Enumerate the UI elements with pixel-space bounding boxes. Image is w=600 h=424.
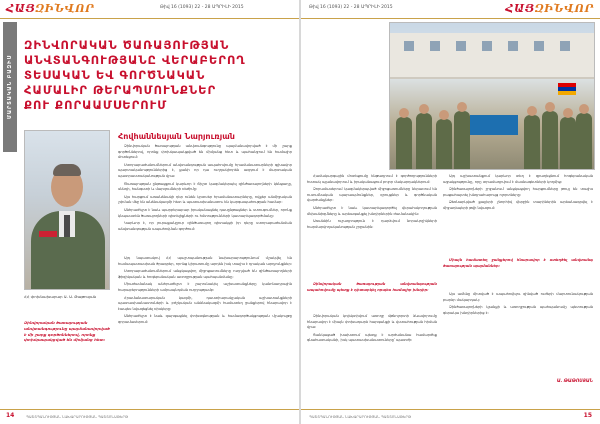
emphasis-paragraph: Միայն համատեղ ջանքերով հնարավոր է ստեղծել անվտանգ ծառայության պայմաններ։ (443, 258, 593, 268)
soldier (416, 113, 432, 169)
emphasis-left (307, 282, 437, 310)
paragraph: Այս ամենը միտված է ապահովելու զինված ուժերի մարտունակության բարձր մակարդակ։ (443, 292, 593, 302)
soldier (560, 117, 576, 169)
building-window (482, 41, 492, 51)
title-line: ԶԻՆՎՈՐԱԿԱՆ ԾԱՌԱՅՈՒԹՅԱՆ (24, 38, 230, 52)
paragraph: Զինծառայողների կյանքի և առողջության պահպանումը պետության գերակա խնդիրներից է։ (443, 305, 593, 315)
logo-part-b: ԶԻՆՎՈՐ (534, 2, 594, 15)
title-line: ՔՈՒ ՔՈՐԱԱՄՍԵՐՈՒՄ (24, 98, 168, 112)
building-window (456, 41, 466, 51)
title-line: ՀԱՄԱԼԻՐ ԹԵՐԱՊՄՈՒՆՔՆԵՐ (24, 83, 217, 97)
title-line: ԱՆՎՏԱՆԳՈՒԹՅԱՆԸ ՎԵՐԱԲԵՐՈՂ (24, 53, 246, 67)
building-window (508, 41, 518, 51)
text-column-bottom-right (443, 292, 593, 372)
author-signature: Ա. ԹԱԹՈՍՅԱՆ (556, 378, 593, 383)
paragraph: Առանձին ուշադրություն է դարձվում նորակոչիկների հարմարվողականության շրջանին։ (307, 219, 437, 229)
building-window (534, 41, 544, 51)
paragraph: Համակարգային մոտեցումը ենթադրում է գործողությունների հստակ պլանավորում և իրականացում բոլոր մակարդակներում։ (307, 174, 437, 184)
text-column-lower (118, 256, 292, 394)
pull-quote: Զինվորական ծառայության անվտանգությունը պայմանավորված է մի շարք գործոններով, որոնք փոխկապակցված են միմյանց հետ։ (24, 320, 110, 343)
soldier (576, 113, 592, 169)
building-window (404, 41, 414, 51)
paragraph: Անհրաժեշտ է նաև պարբերաբար իրականացնել դասընթացներ և ստուգումներ, որոնք կնպաստեն ծառայողների գիտելիքների ու հմտությունների կատարելագործմանը։ (118, 207, 292, 218)
paragraph: Կարևոր է, որ յուրաքանչյուր զինծառայող գիտակցի իր դերը ստորաբաժանման անվտանգության ապահովման գործում։ (118, 221, 292, 231)
portrait-hair (53, 164, 81, 176)
soldier (436, 119, 452, 169)
footer-text: ՊԱՇՏՊԱՆՈՒԹՅԱՆ ՆԱԽԱՐԱՐՈՒԹՅԱՆ ՊԱՇՏՈՆԱԹԵՐԹ (26, 415, 129, 419)
right-footer (301, 409, 600, 424)
paragraph: Միաժամանակ անհրաժեշտ է շարունակել աշխատանքները կանոնադրային հարաբերությունների ամրապնդման ուղղությամբ։ (118, 282, 292, 292)
emphasis-right (443, 258, 593, 288)
logo-part-b: ԶԻՆՎՈՐ (35, 2, 95, 15)
paragraph: Այդ աշխատանքում կարևոր տեղ է զբաղեցնում հոգեբանական աջակցությունը, որը տրամադրվում է մասնագետների կողմից։ (443, 174, 593, 184)
soldier (542, 111, 558, 169)
paragraph: Անհրաժեշտ է նաև զարգացնել փոխօգնության և համագործակցության մշակույթը զորամասերում։ (118, 314, 292, 324)
left-footer (0, 409, 299, 424)
photo-caption: ՀՀ փոխնախարար Ա. Ա. Թաթոսյան (24, 294, 97, 299)
text-column-upper (118, 144, 292, 252)
text-column-bottom-left (307, 314, 437, 398)
paragraph: Այս հարցում առանձնակի դեր ունեն կրտսեր հրամանատարները, ովքեր անմիջական շփման մեջ են անձնակազմի հետ և պատասխանատու են կարգապահության համար։ (118, 194, 292, 205)
paragraph: Ստորաբաժանումներում անվտանգության ապահովումը հրամանատարների գլխավոր պարտականություններից է, քանի որ դա ուղղակիորեն ազդում է մարտական պատրաստականության վրա։ (118, 162, 292, 178)
left-page (0, 0, 299, 424)
portrait-medal (39, 231, 57, 237)
right-header (301, 0, 600, 19)
text-column-right (443, 174, 593, 254)
paragraph: Ցանկացած խախտում պետք է արժանանա համարժեք գնահատականի, իսկ պատասխանատուները՝ պատժի։ (307, 332, 437, 343)
footer-text: ՊԱՇՏՊԱՆՈՒԹՅԱՆ ՆԱԽԱՐԱՐՈՒԹՅԱՆ ՊԱՇՏՈՆԱԹԵՐԹ (309, 415, 412, 419)
flag (558, 83, 576, 95)
soldier (396, 117, 412, 169)
emphasis-paragraph: Զինվորական ծառայության անվտանգության ապահովումը պետք է դիտարկել որպես համալիր խնդիր։ (307, 282, 437, 292)
paragraph: Հրամանատարական կազմի, դաստիարակչական աշխատանքների պատասխանատուների և բժշկական անձնակազմի համատեղ ջանքերով հնարավոր է էապես նվազեցնել ռիսկերը։ (118, 295, 292, 311)
paragraph: Զինվորական ծառայության անվտանգությունը պայմանավորված է մի շարք գործոններով, որոնք փոխկապակցված են միմյանց հետ և պահանջում են համալիր մոտեցում։ (118, 144, 292, 160)
issue-line: Թիվ 16 (1093) 22 - 28 ԱՊՐԻԼԻ 2015 (309, 5, 393, 10)
author-portrait (24, 130, 110, 290)
paragraph: Ստորաբաժանումներում անցկացվող միջոցառումները ուղղված են զինծառայողների ֆիզիկական և հոգեբանական առողջության պահպանմանը։ (118, 269, 292, 279)
magazine-logo (505, 2, 594, 15)
soldier (524, 115, 540, 169)
portrait-tie (64, 215, 70, 237)
right-page (301, 0, 600, 424)
logo-part-a: ՀԱՅ (6, 2, 36, 15)
paragraph: Ձեռնարկված քայլերի շնորհիվ վերջին տարիներին արձանագրվել է միջադեպերի թվի նվազում։ (443, 200, 593, 210)
paragraph: Ծառայության ընթացքում կարևոր է ճիշտ կազմակերպել զինծառայողների կենցաղը, սննդի, հանգստի և մարզումների ռեժիմը։ (118, 181, 292, 192)
section-side-tab: ՄԱՐՏԱԿԱՆ ԲԱԶԻՍ (3, 22, 17, 152)
page-number: 14 (6, 412, 15, 419)
paragraph: Անհրաժեշտ է նաև կատարելագործել վերահսկողության մեխանիզմները և արձագանքել խնդիրներին ժամանակին։ (307, 205, 437, 216)
issue-line: Թիվ 16 (1093) 22 - 28 ԱՊՐԻԼԻ 2015 (160, 5, 244, 10)
paragraph: Զորամասերում կազմակերպված միջոցառումները ներառում են ուսումնական պարապմունքներ, զրույցներ և գործնական վարժանքներ։ (307, 187, 437, 203)
page-number: 15 (583, 412, 592, 419)
soldiers-photo (389, 22, 595, 170)
building-window (560, 41, 570, 51)
presentation-table (470, 115, 518, 135)
text-column-left (307, 174, 437, 278)
left-header (0, 0, 299, 19)
logo-part-a: ՀԱՅ (505, 2, 535, 15)
building (390, 33, 594, 79)
paragraph: Այդ նպատակով ՀՀ պաշտպանության նախարարությունում մշակվել են համապատասխան ծրագրեր, որոնց կիրառումը արդեն իսկ տալիս է դրական արդյունքներ։ (118, 256, 292, 266)
title-line: ՏԵՍԱԿԱՆ ԵՎ ԳՈՐԾՆԱԿԱՆ (24, 68, 206, 82)
building-window (430, 41, 440, 51)
article-title (24, 38, 294, 113)
magazine-logo (6, 2, 95, 15)
paragraph: Զինծառայողների շրջանում անցկացվող հարցումները թույլ են տալիս բացահայտել խնդրահարույց ոլորտները։ (443, 187, 593, 197)
paragraph: Զինվորական կոլեկտիվում առողջ մթնոլորտի ձևավորումը հնարավոր է միայն փոխադարձ հարգանքի և վստահության հիման վրա։ (307, 314, 437, 330)
soldier (454, 111, 470, 169)
author-name: Հովհաննեսյան Նարյուռյան (118, 132, 235, 141)
